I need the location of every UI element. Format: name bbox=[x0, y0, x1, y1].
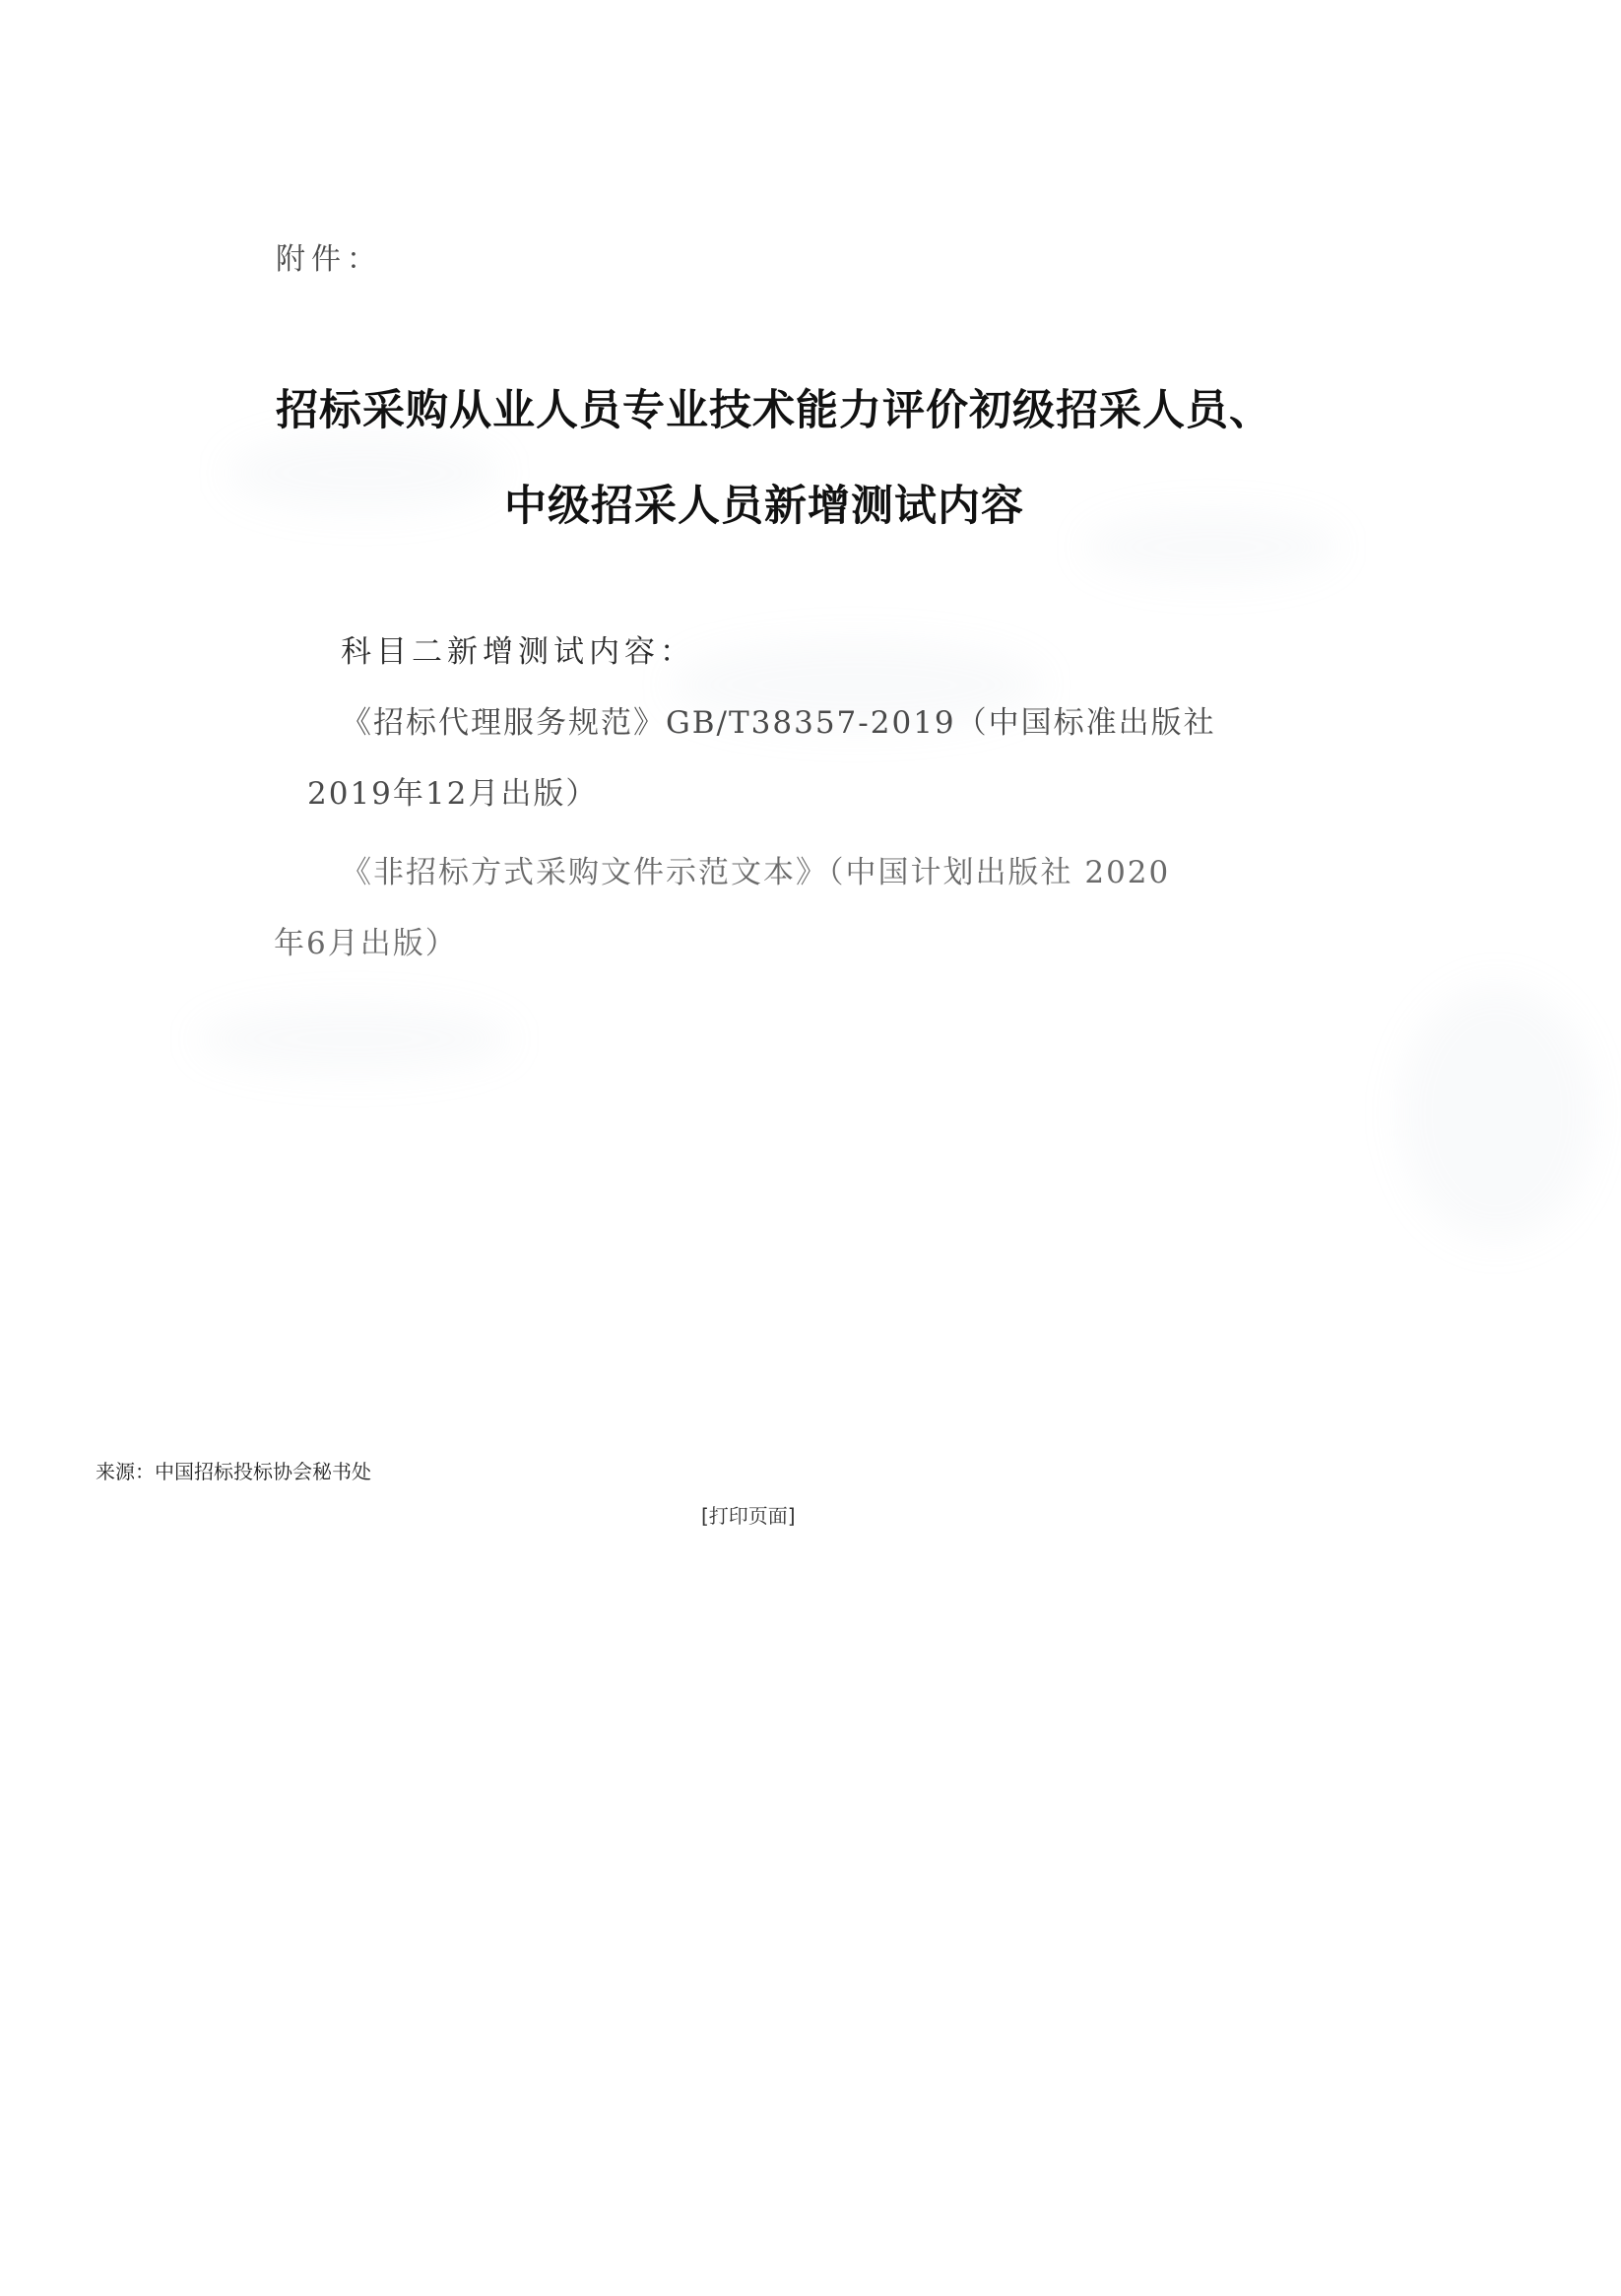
document-title-line-1: 招标采购从业人员专业技术能力评价初级招采人员、 bbox=[276, 386, 1272, 435]
source-attribution: 来源：中国招标投标协会秘书处 bbox=[96, 1460, 371, 1483]
reference-1-line-1: 《招标代理服务规范》GB/T38357-2019（中国标准出版社 bbox=[341, 705, 1216, 741]
scan-artifact bbox=[227, 433, 502, 512]
section-heading: 科目二新增测试内容： bbox=[341, 634, 695, 670]
reference-2-line-2: 年6月出版） bbox=[274, 926, 458, 961]
scan-artifact bbox=[197, 1005, 512, 1074]
document-title-line-2: 中级招采人员新增测试内容 bbox=[504, 482, 1024, 531]
attachment-label: 附件： bbox=[276, 242, 382, 277]
scan-artifact bbox=[1083, 512, 1339, 581]
scan-artifact bbox=[1398, 985, 1595, 1241]
reference-2-line-1: 《非招标方式采购文件示范文本》（中国计划出版社 2020 bbox=[341, 855, 1171, 890]
print-page-link[interactable]: [打印页面] bbox=[701, 1504, 796, 1528]
reference-1-line-2: 2019年12月出版） bbox=[307, 776, 599, 812]
